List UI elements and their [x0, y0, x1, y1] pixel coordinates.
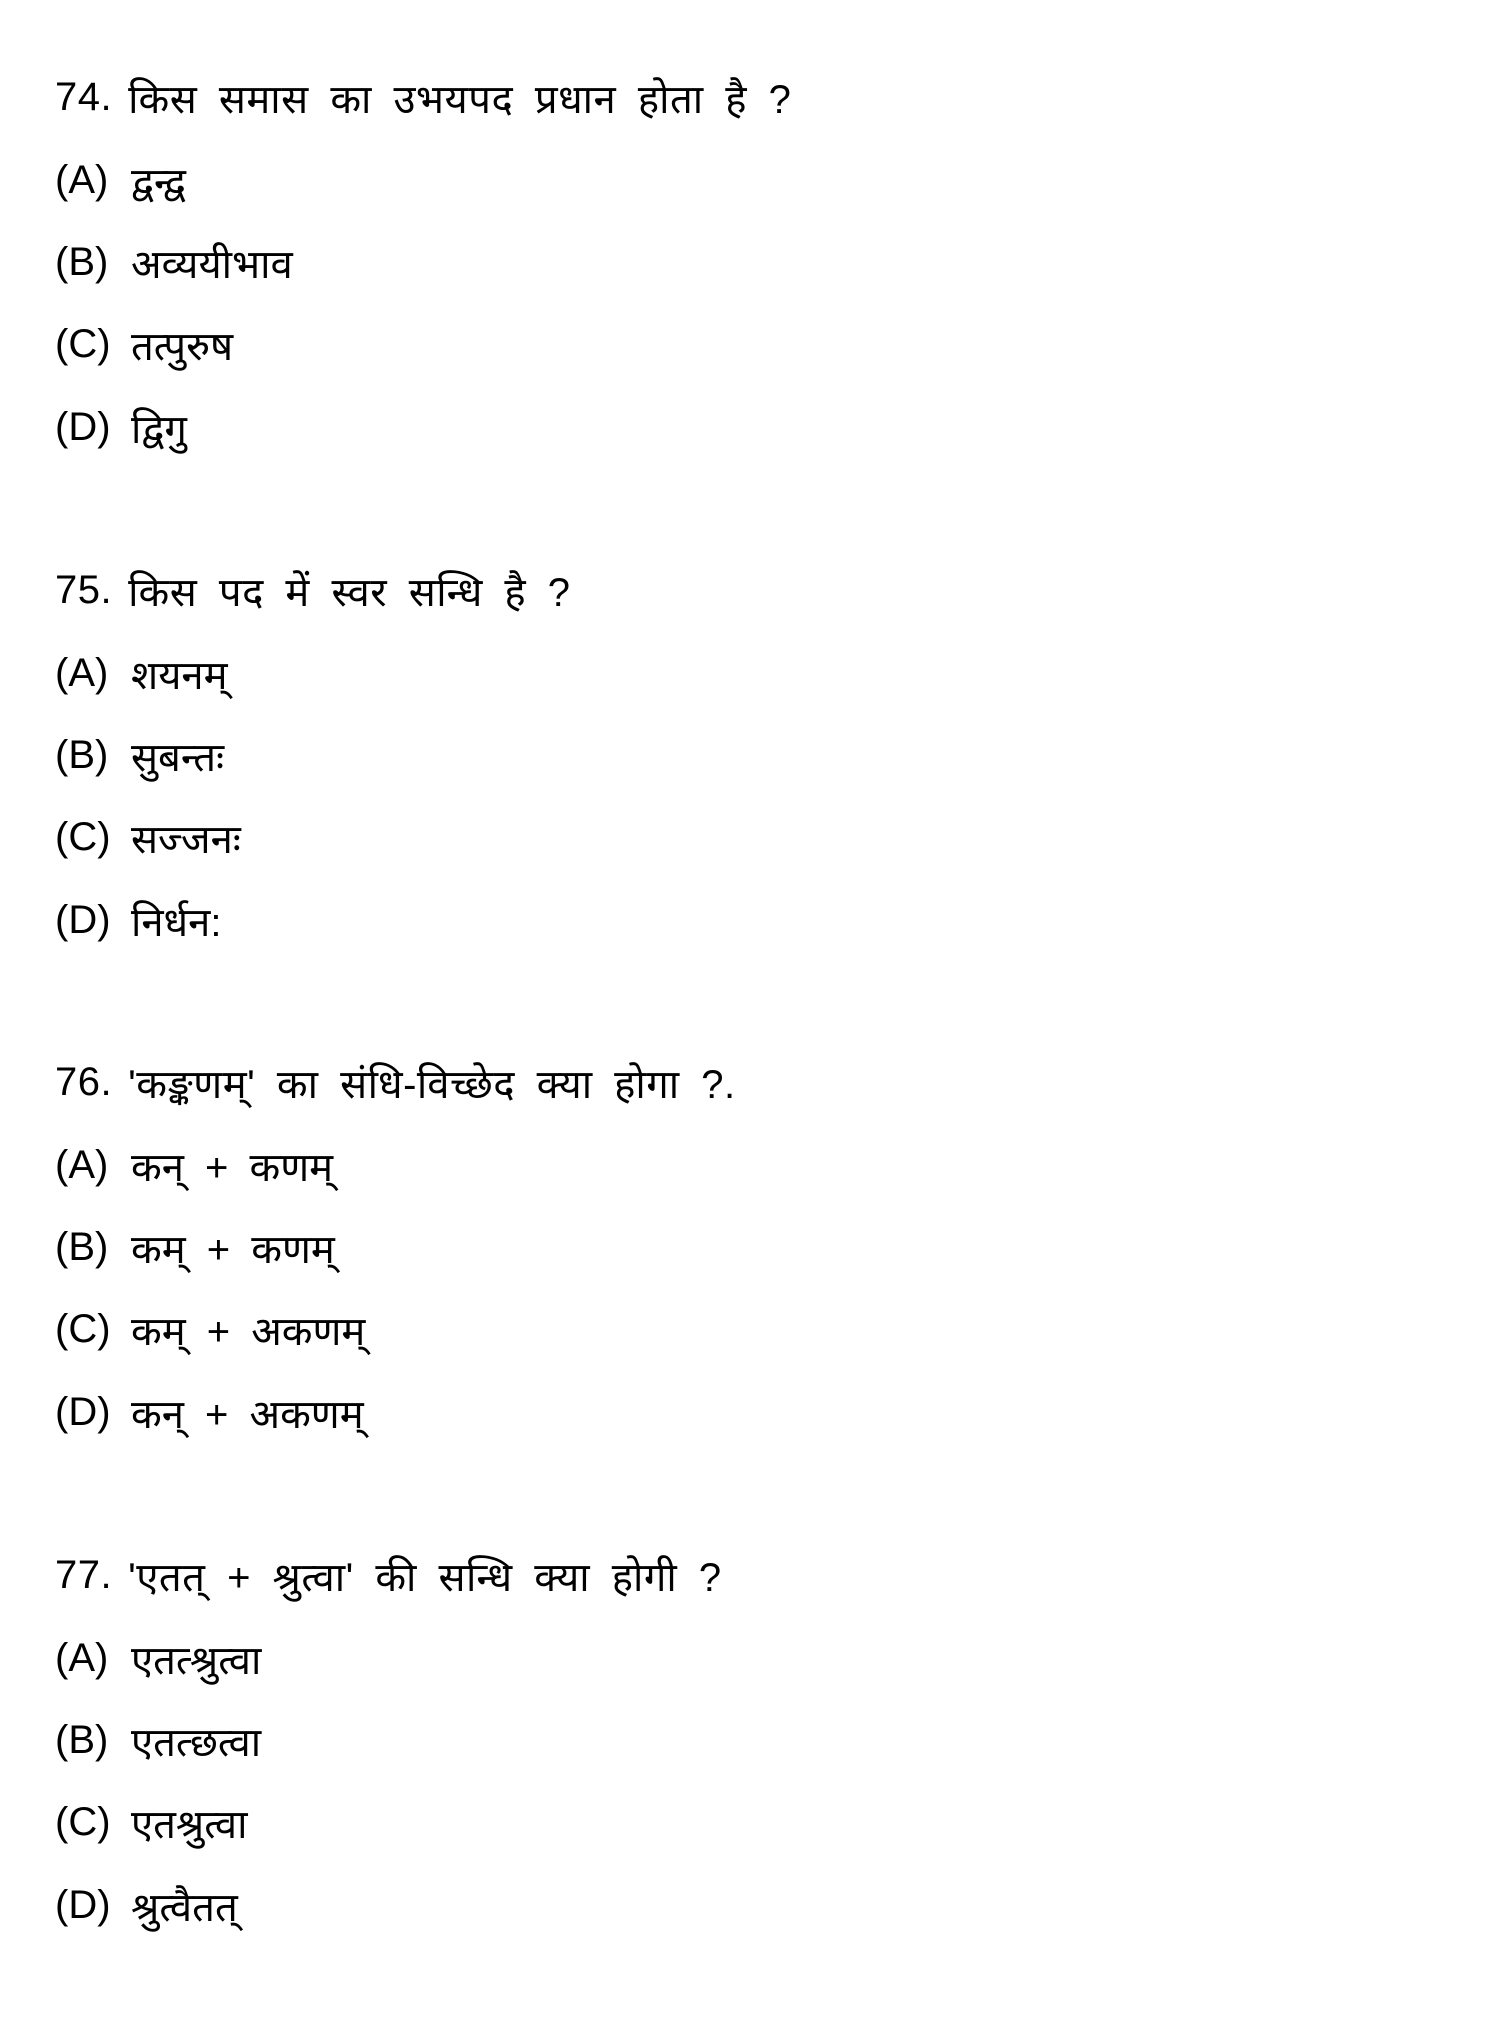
option-c[interactable] [55, 802, 241, 872]
option-label: (A) [55, 1635, 109, 1680]
question-text: 'एतत् + श्रुत्वा' की सन्धि क्या होगी ? [128, 1555, 722, 1600]
option-text: सुबन्तः [131, 735, 225, 780]
option-label: (A) [55, 1142, 109, 1187]
question-text: किस समास का उभयपद प्रधान होता है ? [128, 77, 792, 122]
option-label: (D) [55, 404, 111, 449]
option-text: अव्ययीभाव [131, 242, 293, 287]
question-number: 75. [55, 567, 113, 612]
question-stem [55, 555, 571, 625]
option-text: कम् + कणम् [131, 1227, 335, 1272]
option-d[interactable] [55, 392, 187, 462]
option-label: (D) [55, 897, 111, 942]
option-text: कम् + अकणम् [131, 1309, 366, 1354]
option-d[interactable] [55, 1870, 238, 1940]
question-text: किस पद में स्वर सन्धि है ? [128, 570, 571, 615]
option-a[interactable] [55, 145, 186, 215]
option-label: (B) [55, 1224, 109, 1269]
option-d[interactable] [55, 885, 221, 955]
option-label: (C) [55, 1306, 111, 1351]
question-stem [55, 1047, 736, 1117]
option-a[interactable] [55, 638, 228, 708]
option-label: (A) [55, 650, 109, 695]
option-label: (B) [55, 239, 109, 284]
option-text: द्वन्द्व [131, 160, 186, 205]
question-stem [55, 1540, 722, 1610]
question-number: 77. [55, 1552, 113, 1597]
option-text: श्रुत्वैतत् [131, 1885, 238, 1930]
option-text: एतत्छत्वा [131, 1720, 262, 1765]
option-text: एतश्रुत्वा [131, 1802, 248, 1847]
option-d[interactable] [55, 1377, 364, 1447]
option-text: निर्धन: [131, 900, 222, 945]
question-number: 74. [55, 74, 113, 119]
option-text: द्विगु [131, 407, 187, 452]
option-c[interactable] [55, 1787, 247, 1857]
option-text: तत्पुरुष [131, 324, 234, 369]
question-stem [55, 62, 791, 132]
option-label: (C) [55, 321, 111, 366]
option-label: (B) [55, 732, 109, 777]
option-a[interactable] [55, 1130, 333, 1200]
option-b[interactable] [55, 720, 224, 790]
option-a[interactable] [55, 1623, 261, 1693]
option-label: (D) [55, 1389, 111, 1434]
option-label: (A) [55, 157, 109, 202]
option-c[interactable] [55, 309, 233, 379]
option-text: एतत्श्रुत्वा [131, 1638, 262, 1683]
option-text: कन् + कणम् [131, 1145, 334, 1190]
option-b[interactable] [55, 1705, 261, 1775]
option-b[interactable] [55, 1212, 335, 1282]
option-c[interactable] [55, 1294, 365, 1364]
option-label: (D) [55, 1882, 111, 1927]
option-text: कन् + अकणम् [131, 1392, 364, 1437]
option-label: (C) [55, 814, 111, 859]
option-label: (C) [55, 1799, 111, 1844]
option-text: शयनम् [131, 653, 228, 698]
option-b[interactable] [55, 227, 293, 297]
question-text: 'कङ्कणम्' का संधि-विच्छेद क्या होगा ?. [128, 1062, 736, 1107]
option-text: सज्जनः [131, 817, 241, 862]
question-number: 76. [55, 1059, 113, 1104]
option-label: (B) [55, 1717, 109, 1762]
